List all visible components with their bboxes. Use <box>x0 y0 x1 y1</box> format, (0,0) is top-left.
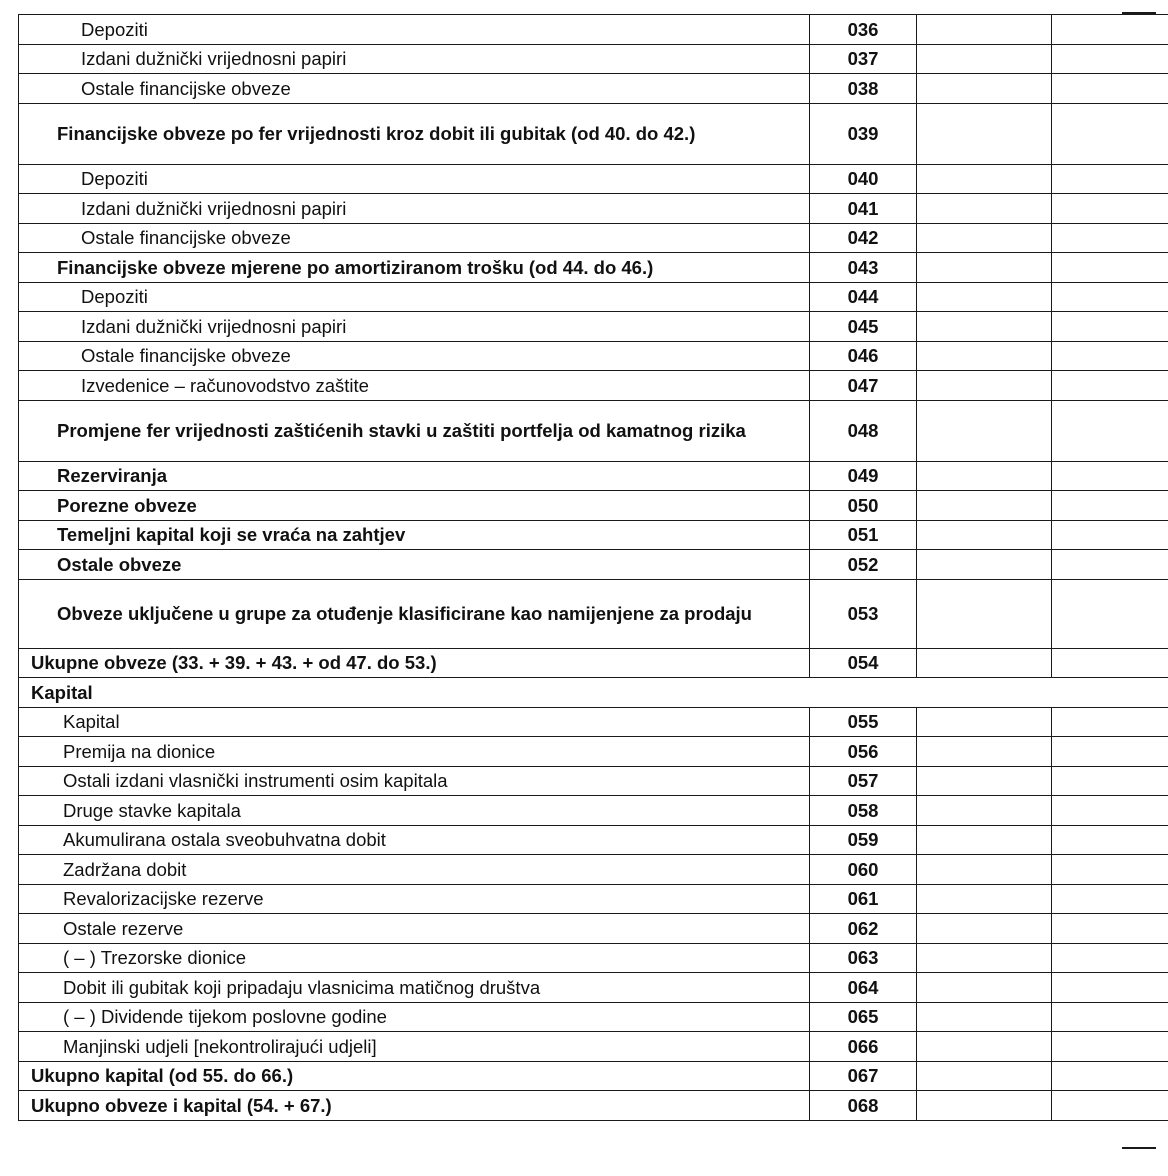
row-code: 050 <box>810 491 917 521</box>
row-label: Premija na dionice <box>19 737 810 767</box>
row-code: 048 <box>810 400 917 461</box>
row-code: 052 <box>810 550 917 580</box>
value-cell-previous[interactable] <box>917 461 1052 491</box>
value-cell-current[interactable] <box>1052 223 1168 253</box>
value-cell-previous[interactable] <box>917 400 1052 461</box>
value-cell-current[interactable] <box>1052 371 1168 401</box>
value-cell-current[interactable] <box>1052 164 1168 194</box>
row-code: 046 <box>810 341 917 371</box>
row-label: Zadržana dobit <box>19 855 810 885</box>
value-cell-previous[interactable] <box>917 1032 1052 1062</box>
row-label: Kapital <box>19 678 1168 708</box>
row-code: 036 <box>810 15 917 45</box>
row-label: Manjinski udjeli [nekontrolirajući udjeli] <box>19 1032 810 1062</box>
value-cell-previous[interactable] <box>917 579 1052 648</box>
table-row <box>19 103 1168 164</box>
row-code: 058 <box>810 796 917 826</box>
value-cell-current[interactable] <box>1052 461 1168 491</box>
value-cell-current[interactable] <box>1052 737 1168 767</box>
row-label: Ukupne obveze (33. + 39. + 43. + od 47. do 53.) <box>19 648 810 678</box>
row-label: Kapital <box>19 707 810 737</box>
value-cell-current[interactable] <box>1052 253 1168 283</box>
value-cell-current[interactable] <box>1052 341 1168 371</box>
row-label: Financijske obveze mjerene po amortiziranom trošku (od 44. do 46.) <box>19 253 810 283</box>
value-cell-previous[interactable] <box>917 371 1052 401</box>
table-row <box>19 737 1168 767</box>
value-cell-current[interactable] <box>1052 1002 1168 1032</box>
table-row <box>19 825 1168 855</box>
row-code: 059 <box>810 825 917 855</box>
value-cell-previous[interactable] <box>917 282 1052 312</box>
value-cell-current[interactable] <box>1052 825 1168 855</box>
table-row <box>19 282 1168 312</box>
value-cell-previous[interactable] <box>917 223 1052 253</box>
value-cell-previous[interactable] <box>917 648 1052 678</box>
row-code: 053 <box>810 579 917 648</box>
table-row <box>19 341 1168 371</box>
row-code: 063 <box>810 943 917 973</box>
value-cell-current[interactable] <box>1052 707 1168 737</box>
row-label: Ostale obveze <box>19 550 810 580</box>
row-label: ( – ) Trezorske dionice <box>19 943 810 973</box>
value-cell-previous[interactable] <box>917 1002 1052 1032</box>
value-cell-previous[interactable] <box>917 103 1052 164</box>
value-cell-current[interactable] <box>1052 1091 1168 1121</box>
value-cell-current[interactable] <box>1052 973 1168 1003</box>
row-label: Akumulirana ostala sveobuhvatna dobit <box>19 825 810 855</box>
value-cell-previous[interactable] <box>917 194 1052 224</box>
row-label: Ostale rezerve <box>19 914 810 944</box>
row-label: Dobit ili gubitak koji pripadaju vlasnicima matičnog društva <box>19 973 810 1003</box>
row-code: 064 <box>810 973 917 1003</box>
value-cell-current[interactable] <box>1052 579 1168 648</box>
value-cell-current[interactable] <box>1052 103 1168 164</box>
value-cell-current[interactable] <box>1052 282 1168 312</box>
table-row <box>19 1091 1168 1121</box>
table-row <box>19 943 1168 973</box>
table-row <box>19 520 1168 550</box>
row-label: Temeljni kapital koji se vraća na zahtjev <box>19 520 810 550</box>
row-code: 043 <box>810 253 917 283</box>
row-label: Izdani dužnički vrijednosni papiri <box>19 194 810 224</box>
row-label: Izdani dužnički vrijednosni papiri <box>19 44 810 74</box>
row-label: Ostale financijske obveze <box>19 74 810 104</box>
table-row <box>19 678 1168 708</box>
row-label: Promjene fer vrijednosti zaštićenih stavki u zaštiti portfelja od kamatnog rizika <box>19 400 810 461</box>
row-label: Depoziti <box>19 164 810 194</box>
table-row <box>19 461 1168 491</box>
value-cell-current[interactable] <box>1052 766 1168 796</box>
value-cell-current[interactable] <box>1052 312 1168 342</box>
table-body <box>19 15 1168 1121</box>
value-cell-current[interactable] <box>1052 796 1168 826</box>
row-code: 062 <box>810 914 917 944</box>
row-label: Revalorizacijske rezerve <box>19 884 810 914</box>
value-cell-current[interactable] <box>1052 943 1168 973</box>
row-label: Ostale financijske obveze <box>19 341 810 371</box>
value-cell-previous[interactable] <box>917 312 1052 342</box>
row-code: 060 <box>810 855 917 885</box>
row-code: 044 <box>810 282 917 312</box>
table-row <box>19 766 1168 796</box>
value-cell-previous[interactable] <box>917 44 1052 74</box>
row-code: 049 <box>810 461 917 491</box>
table-row <box>19 1002 1168 1032</box>
row-code: 065 <box>810 1002 917 1032</box>
value-cell-current[interactable] <box>1052 520 1168 550</box>
value-cell-previous[interactable] <box>917 1091 1052 1121</box>
table-row <box>19 914 1168 944</box>
row-label: Porezne obveze <box>19 491 810 521</box>
table-row <box>19 973 1168 1003</box>
row-code: 066 <box>810 1032 917 1062</box>
value-cell-current[interactable] <box>1052 44 1168 74</box>
value-cell-previous[interactable] <box>917 707 1052 737</box>
table-row <box>19 371 1168 401</box>
row-code: 061 <box>810 884 917 914</box>
table-row <box>19 550 1168 580</box>
row-label: Ukupno kapital (od 55. do 66.) <box>19 1061 810 1091</box>
table-row <box>19 164 1168 194</box>
value-cell-previous[interactable] <box>917 253 1052 283</box>
row-code: 038 <box>810 74 917 104</box>
row-code: 067 <box>810 1061 917 1091</box>
row-label: Financijske obveze po fer vrijednosti kroz dobit ili gubitak (od 40. do 42.) <box>19 103 810 164</box>
value-cell-current[interactable] <box>1052 15 1168 45</box>
value-cell-current[interactable] <box>1052 1032 1168 1062</box>
table-row <box>19 648 1168 678</box>
table-row <box>19 223 1168 253</box>
row-code: 041 <box>810 194 917 224</box>
row-code: 057 <box>810 766 917 796</box>
table-row <box>19 15 1168 45</box>
row-label: Izdani dužnički vrijednosni papiri <box>19 312 810 342</box>
row-label: Rezerviranja <box>19 461 810 491</box>
value-cell-previous[interactable] <box>917 164 1052 194</box>
value-cell-previous[interactable] <box>917 973 1052 1003</box>
row-label: Ukupno obveze i kapital (54. + 67.) <box>19 1091 810 1121</box>
value-cell-current[interactable] <box>1052 194 1168 224</box>
value-cell-previous[interactable] <box>917 796 1052 826</box>
value-cell-previous[interactable] <box>917 825 1052 855</box>
value-cell-previous[interactable] <box>917 491 1052 521</box>
row-label: ( – ) Dividende tijekom poslovne godine <box>19 1002 810 1032</box>
table-row <box>19 253 1168 283</box>
bottom-rule <box>1122 1147 1156 1149</box>
table-row <box>19 491 1168 521</box>
value-cell-previous[interactable] <box>917 914 1052 944</box>
row-code: 042 <box>810 223 917 253</box>
value-cell-current[interactable] <box>1052 74 1168 104</box>
row-label: Ostali izdani vlasnički instrumenti osim kapitala <box>19 766 810 796</box>
row-code: 037 <box>810 44 917 74</box>
value-cell-current[interactable] <box>1052 914 1168 944</box>
value-cell-previous[interactable] <box>917 74 1052 104</box>
row-label: Depoziti <box>19 282 810 312</box>
row-label: Obveze uključene u grupe za otuđenje klasificirane kao namijenjene za prodaju <box>19 579 810 648</box>
value-cell-current[interactable] <box>1052 648 1168 678</box>
row-code: 045 <box>810 312 917 342</box>
row-code: 054 <box>810 648 917 678</box>
value-cell-current[interactable] <box>1052 400 1168 461</box>
value-cell-previous[interactable] <box>917 15 1052 45</box>
table-row <box>19 855 1168 885</box>
table-row <box>19 796 1168 826</box>
table-row <box>19 400 1168 461</box>
row-label: Izvedenice – računovodstvo zaštite <box>19 371 810 401</box>
table-row <box>19 44 1168 74</box>
row-code: 068 <box>810 1091 917 1121</box>
row-label: Depoziti <box>19 15 810 45</box>
table-row <box>19 312 1168 342</box>
table-row <box>19 1061 1168 1091</box>
row-code: 051 <box>810 520 917 550</box>
table-row <box>19 579 1168 648</box>
value-cell-previous[interactable] <box>917 520 1052 550</box>
value-cell-previous[interactable] <box>917 341 1052 371</box>
row-code: 055 <box>810 707 917 737</box>
balance-sheet-table <box>18 14 1168 1121</box>
value-cell-current[interactable] <box>1052 855 1168 885</box>
value-cell-previous[interactable] <box>917 766 1052 796</box>
value-cell-current[interactable] <box>1052 884 1168 914</box>
row-label: Ostale financijske obveze <box>19 223 810 253</box>
row-code: 039 <box>810 103 917 164</box>
table-row <box>19 1032 1168 1062</box>
value-cell-previous[interactable] <box>917 550 1052 580</box>
table-row <box>19 884 1168 914</box>
table-row <box>19 707 1168 737</box>
table-row <box>19 194 1168 224</box>
value-cell-previous[interactable] <box>917 1061 1052 1091</box>
row-code: 040 <box>810 164 917 194</box>
value-cell-previous[interactable] <box>917 943 1052 973</box>
value-cell-previous[interactable] <box>917 737 1052 767</box>
row-code: 056 <box>810 737 917 767</box>
value-cell-previous[interactable] <box>917 884 1052 914</box>
value-cell-current[interactable] <box>1052 550 1168 580</box>
row-code: 047 <box>810 371 917 401</box>
row-label: Druge stavke kapitala <box>19 796 810 826</box>
value-cell-current[interactable] <box>1052 1061 1168 1091</box>
value-cell-previous[interactable] <box>917 855 1052 885</box>
table-row <box>19 74 1168 104</box>
value-cell-current[interactable] <box>1052 491 1168 521</box>
